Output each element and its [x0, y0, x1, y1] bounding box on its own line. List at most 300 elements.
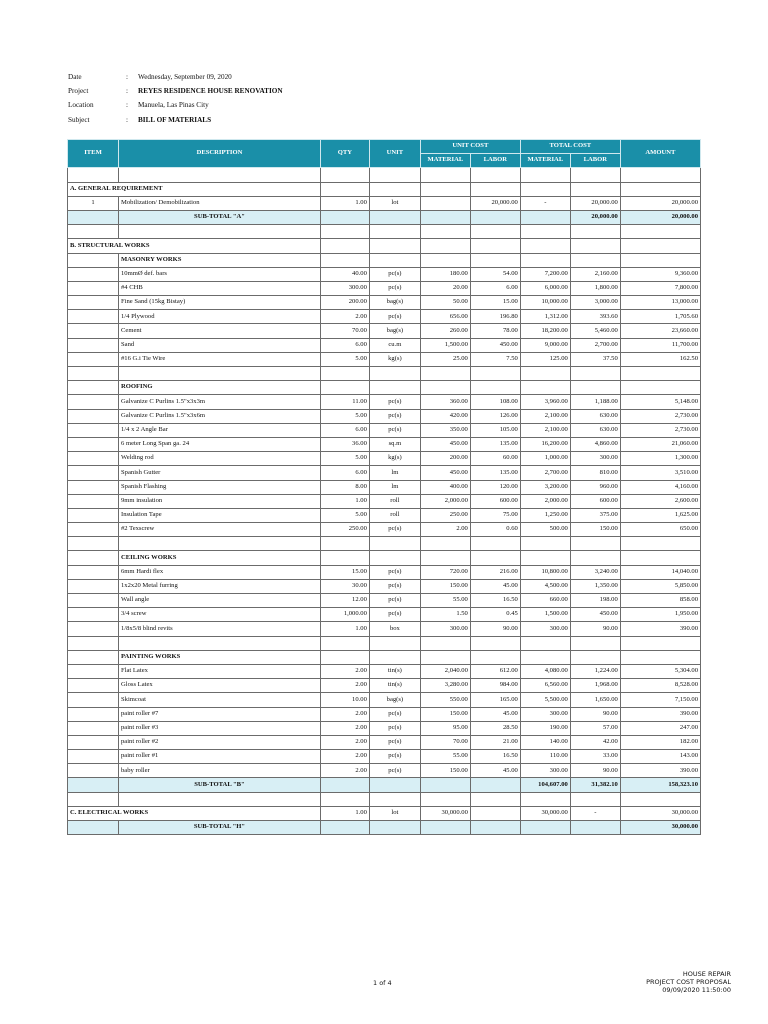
description-cell: Sand	[119, 338, 321, 352]
unit-cell: pc(s)	[369, 707, 420, 721]
amount-cell: 30,000.00	[620, 806, 700, 820]
total-material-cell: 125.00	[520, 352, 570, 366]
total-labor-cell: 960.00	[570, 480, 620, 494]
empty-cell	[620, 537, 700, 551]
empty-cell	[620, 239, 700, 253]
unit-cell: pc(s)	[369, 721, 420, 735]
amount-cell: 390.00	[620, 707, 700, 721]
empty-cell	[570, 792, 620, 806]
empty-cell	[369, 821, 420, 835]
empty-cell	[68, 778, 119, 792]
unit-cell: pc(s)	[369, 267, 420, 281]
unit-labor-cell: 7.50	[470, 352, 520, 366]
total-labor-cell: 42.00	[570, 735, 620, 749]
group-heading-row	[68, 551, 701, 565]
qty-cell: 1.00	[320, 196, 369, 210]
qty-cell: 2.00	[320, 764, 369, 778]
empty-cell	[68, 168, 119, 182]
empty-cell	[520, 381, 570, 395]
description-cell: 3/4 screw	[119, 608, 321, 622]
subtotal-label: SUB-TOTAL "H"	[119, 821, 321, 835]
section-title: A. GENERAL REQUIREMENT	[68, 182, 321, 196]
unit-labor-cell: 75.00	[470, 508, 520, 522]
header-label: Location	[68, 101, 94, 110]
unit-material-cell: 150.00	[420, 707, 470, 721]
qty-cell: 2.00	[320, 679, 369, 693]
section-line-item-row	[68, 806, 701, 820]
bill-of-materials-table	[67, 139, 701, 835]
qty-cell: 1.00	[320, 806, 369, 820]
unit-material-cell: 420.00	[420, 409, 470, 423]
unit-labor-cell: 216.00	[470, 565, 520, 579]
blank-row	[68, 636, 701, 650]
item-number-cell	[68, 565, 119, 579]
amount-cell: 30,000.00	[620, 821, 700, 835]
header-colon: :	[126, 115, 128, 124]
total-material-cell: 4,080.00	[520, 664, 570, 678]
unit-material-cell: 400.00	[420, 480, 470, 494]
empty-cell	[470, 821, 520, 835]
unit-cell: tin(s)	[369, 664, 420, 678]
unit-cell: pc(s)	[369, 395, 420, 409]
unit-cell: pc(s)	[369, 608, 420, 622]
item-number-cell	[68, 281, 119, 295]
item-number-cell	[68, 395, 119, 409]
description-cell: Wall angle	[119, 594, 321, 608]
unit-labor-cell: 135.00	[470, 466, 520, 480]
empty-cell	[620, 182, 700, 196]
empty-cell	[68, 367, 119, 381]
header-row-location	[68, 98, 283, 112]
empty-cell	[570, 239, 620, 253]
total-material-cell: 110.00	[520, 750, 570, 764]
empty-cell	[320, 168, 369, 182]
item-number-cell	[68, 409, 119, 423]
total-labor-cell: 393.60	[570, 310, 620, 324]
total-material-cell: 6,560.00	[520, 679, 570, 693]
empty-cell	[420, 537, 470, 551]
total-labor-cell: 1,968.00	[570, 679, 620, 693]
unit-labor-cell: 165.00	[470, 693, 520, 707]
item-number-cell	[68, 338, 119, 352]
empty-cell	[420, 778, 470, 792]
item-number-cell	[68, 664, 119, 678]
unit-labor-cell: 450.00	[470, 338, 520, 352]
total-labor-cell: 198.00	[570, 594, 620, 608]
amount-cell: 5,304.00	[620, 664, 700, 678]
line-item-row	[68, 579, 701, 593]
item-number-cell	[68, 735, 119, 749]
description-cell: paint roller #1	[119, 750, 321, 764]
unit-cell: pc(s)	[369, 423, 420, 437]
unit-cell: tin(s)	[369, 679, 420, 693]
table-body	[68, 168, 701, 835]
total-material-cell: 300.00	[520, 764, 570, 778]
blank-row	[68, 168, 701, 182]
unit-cell: pc(s)	[369, 523, 420, 537]
empty-cell	[420, 821, 470, 835]
empty-cell	[119, 168, 321, 182]
header-description: DESCRIPTION	[119, 140, 321, 168]
empty-cell	[620, 168, 700, 182]
unit-material-cell: 550.00	[420, 693, 470, 707]
unit-material-cell: 2,000.00	[420, 494, 470, 508]
amount-cell: 390.00	[620, 622, 700, 636]
description-cell: baby roller	[119, 764, 321, 778]
unit-material-cell: 95.00	[420, 721, 470, 735]
qty-cell: 10.00	[320, 693, 369, 707]
total-material-cell: 1,312.00	[520, 310, 570, 324]
empty-cell	[570, 182, 620, 196]
empty-cell	[369, 778, 420, 792]
total-labor-cell: 810.00	[570, 466, 620, 480]
total-material-cell: 9,000.00	[520, 338, 570, 352]
empty-cell	[620, 225, 700, 239]
section-heading-row	[68, 239, 701, 253]
total-material-cell: 104,607.00	[520, 778, 570, 792]
empty-cell	[420, 551, 470, 565]
empty-cell	[320, 210, 369, 224]
qty-cell: 15.00	[320, 565, 369, 579]
total-labor-cell: 630.00	[570, 423, 620, 437]
line-item-row	[68, 608, 701, 622]
empty-cell	[470, 381, 520, 395]
unit-material-cell: 150.00	[420, 579, 470, 593]
empty-cell	[470, 650, 520, 664]
empty-cell	[320, 778, 369, 792]
empty-cell	[68, 253, 119, 267]
total-labor-cell: 31,382.10	[570, 778, 620, 792]
item-number-cell	[68, 594, 119, 608]
group-heading-row	[68, 650, 701, 664]
item-number-cell	[68, 494, 119, 508]
empty-cell	[68, 821, 119, 835]
total-labor-cell: 33.00	[570, 750, 620, 764]
total-material-cell: 5,500.00	[520, 693, 570, 707]
unit-cell: kg(s)	[369, 352, 420, 366]
empty-cell	[420, 239, 470, 253]
empty-cell	[520, 239, 570, 253]
unit-cell: cu.m	[369, 338, 420, 352]
description-cell: 6mm Hardi flex	[119, 565, 321, 579]
unit-material-cell: 260.00	[420, 324, 470, 338]
unit-labor-cell: 20,000.00	[470, 196, 520, 210]
group-title: ROOFING	[119, 381, 321, 395]
amount-cell: 9,360.00	[620, 267, 700, 281]
unit-cell: lot	[369, 806, 420, 820]
empty-cell	[470, 551, 520, 565]
empty-cell	[119, 367, 321, 381]
unit-material-cell: 720.00	[420, 565, 470, 579]
unit-labor-cell: 21.00	[470, 735, 520, 749]
unit-labor-cell: 90.00	[470, 622, 520, 636]
unit-labor-cell: 28.50	[470, 721, 520, 735]
unit-material-cell: 200.00	[420, 452, 470, 466]
unit-material-cell: 25.00	[420, 352, 470, 366]
amount-cell: 162.50	[620, 352, 700, 366]
total-material-cell: 10,800.00	[520, 565, 570, 579]
amount-cell: 247.00	[620, 721, 700, 735]
subtotal-label: SUB-TOTAL "A"	[119, 210, 321, 224]
unit-cell: pc(s)	[369, 764, 420, 778]
empty-cell	[520, 168, 570, 182]
unit-cell: pc(s)	[369, 579, 420, 593]
empty-cell	[369, 551, 420, 565]
description-cell: 1x2x20 Metal furring	[119, 579, 321, 593]
description-cell: Flat Latex	[119, 664, 321, 678]
unit-cell: bag(s)	[369, 693, 420, 707]
total-material-cell: 3,960.00	[520, 395, 570, 409]
header-amount: AMOUNT	[620, 140, 700, 168]
empty-cell	[470, 367, 520, 381]
line-item-row	[68, 750, 701, 764]
empty-cell	[369, 210, 420, 224]
header-label: Date	[68, 73, 82, 82]
line-item-row	[68, 523, 701, 537]
unit-cell: lm	[369, 466, 420, 480]
description-cell: Skimcoat	[119, 693, 321, 707]
total-material-cell: 300.00	[520, 622, 570, 636]
amount-cell: 7,150.00	[620, 693, 700, 707]
item-number-cell	[68, 679, 119, 693]
empty-cell	[369, 253, 420, 267]
total-material-cell: 6,000.00	[520, 281, 570, 295]
total-labor-cell: 90.00	[570, 707, 620, 721]
blank-row	[68, 225, 701, 239]
description-cell: 9mm insulation	[119, 494, 321, 508]
empty-cell	[420, 253, 470, 267]
qty-cell: 70.00	[320, 324, 369, 338]
total-material-cell: 500.00	[520, 523, 570, 537]
empty-cell	[369, 636, 420, 650]
empty-cell	[320, 551, 369, 565]
line-item-row	[68, 565, 701, 579]
description-cell: Welding rod	[119, 452, 321, 466]
unit-material-cell: 2.00	[420, 523, 470, 537]
empty-cell	[620, 650, 700, 664]
unit-material-cell: 360.00	[420, 395, 470, 409]
total-material-cell: 660.00	[520, 594, 570, 608]
empty-cell	[68, 792, 119, 806]
amount-cell: 11,700.00	[620, 338, 700, 352]
total-labor-cell: 1,650.00	[570, 693, 620, 707]
line-item-row	[68, 508, 701, 522]
header-total-material: MATERIAL	[520, 154, 570, 168]
line-item-row	[68, 664, 701, 678]
unit-labor-cell: 0.45	[470, 608, 520, 622]
description-cell: 1/4 Plywood	[119, 310, 321, 324]
amount-cell: 5,850.00	[620, 579, 700, 593]
empty-cell	[68, 636, 119, 650]
description-cell: Mobilization/ Demobilization	[119, 196, 321, 210]
amount-cell: 143.00	[620, 750, 700, 764]
qty-cell: 6.00	[320, 338, 369, 352]
description-cell: Galvanize C Purlins 1.5"x3x6m	[119, 409, 321, 423]
header-unit-material: MATERIAL	[420, 154, 470, 168]
line-item-row	[68, 409, 701, 423]
total-labor-cell: 3,000.00	[570, 296, 620, 310]
line-item-row	[68, 494, 701, 508]
unit-labor-cell: 16.50	[470, 750, 520, 764]
empty-cell	[119, 225, 321, 239]
unit-labor-cell: 135.00	[470, 437, 520, 451]
empty-cell	[620, 253, 700, 267]
unit-cell: pc(s)	[369, 565, 420, 579]
amount-cell: 1,950.00	[620, 608, 700, 622]
item-number-cell	[68, 437, 119, 451]
total-labor-cell: 630.00	[570, 409, 620, 423]
empty-cell	[320, 367, 369, 381]
item-number-cell	[68, 466, 119, 480]
amount-cell: 158,323.10	[620, 778, 700, 792]
empty-cell	[320, 225, 369, 239]
section-heading-row	[68, 182, 701, 196]
empty-cell	[420, 367, 470, 381]
amount-cell: 5,148.00	[620, 395, 700, 409]
line-item-row	[68, 466, 701, 480]
unit-labor-cell: 612.00	[470, 664, 520, 678]
header-unit-cost: UNIT COST	[420, 140, 520, 154]
empty-cell	[620, 551, 700, 565]
item-number-cell	[68, 579, 119, 593]
unit-cell: kg(s)	[369, 452, 420, 466]
empty-cell	[570, 537, 620, 551]
description-cell: Spanish Flashing	[119, 480, 321, 494]
total-material-cell: 3,200.00	[520, 480, 570, 494]
qty-cell: 2.00	[320, 707, 369, 721]
unit-labor-cell: 54.00	[470, 267, 520, 281]
unit-labor-cell: 0.60	[470, 523, 520, 537]
qty-cell: 11.00	[320, 395, 369, 409]
header-label: Subject	[68, 115, 90, 124]
empty-cell	[420, 792, 470, 806]
unit-labor-cell: 120.00	[470, 480, 520, 494]
empty-cell	[369, 225, 420, 239]
header-value: REYES RESIDENCE HOUSE RENOVATION	[138, 87, 283, 96]
qty-cell: 36.00	[320, 437, 369, 451]
total-material-cell: 1,000.00	[520, 452, 570, 466]
empty-cell	[470, 537, 520, 551]
empty-cell	[520, 551, 570, 565]
empty-cell	[520, 225, 570, 239]
qty-cell: 5.00	[320, 409, 369, 423]
qty-cell: 6.00	[320, 466, 369, 480]
amount-cell: 858.00	[620, 594, 700, 608]
description-cell: 1/8x5/8 blind revits	[119, 622, 321, 636]
description-cell: #16 G.i Tie Wire	[119, 352, 321, 366]
qty-cell: 5.00	[320, 352, 369, 366]
empty-cell	[470, 778, 520, 792]
qty-cell: 5.00	[320, 508, 369, 522]
unit-labor-cell: 105.00	[470, 423, 520, 437]
unit-cell: bag(s)	[369, 324, 420, 338]
total-labor-cell: 150.00	[570, 523, 620, 537]
unit-material-cell: 70.00	[420, 735, 470, 749]
empty-cell	[620, 367, 700, 381]
subtotal-label: SUB-TOTAL "B"	[119, 778, 321, 792]
empty-cell	[369, 182, 420, 196]
header-item: ITEM	[68, 140, 119, 168]
empty-cell	[68, 381, 119, 395]
description-cell: Fine Sand (15kg Bistay)	[119, 296, 321, 310]
qty-cell: 2.00	[320, 721, 369, 735]
total-material-cell: 18,200.00	[520, 324, 570, 338]
empty-cell	[119, 636, 321, 650]
empty-cell	[570, 636, 620, 650]
empty-cell	[369, 650, 420, 664]
amount-cell: 13,000.00	[620, 296, 700, 310]
header-total-labor: LABOR	[570, 154, 620, 168]
unit-labor-cell: 6.00	[470, 281, 520, 295]
total-labor-cell: 20,000.00	[570, 196, 620, 210]
total-labor-cell	[570, 821, 620, 835]
unit-labor-cell: 45.00	[470, 764, 520, 778]
empty-cell	[320, 821, 369, 835]
empty-cell	[320, 650, 369, 664]
amount-cell: 8,528.00	[620, 679, 700, 693]
amount-cell: 21,060.00	[620, 437, 700, 451]
subtotal-row	[68, 778, 701, 792]
total-labor-cell: 300.00	[570, 452, 620, 466]
qty-cell: 2.00	[320, 735, 369, 749]
description-cell: paint roller #3	[119, 721, 321, 735]
description-cell: Cement	[119, 324, 321, 338]
total-labor-cell: 375.00	[570, 508, 620, 522]
unit-labor-cell: 196.80	[470, 310, 520, 324]
empty-cell	[570, 253, 620, 267]
amount-cell: 1,625.00	[620, 508, 700, 522]
total-material-cell: 2,100.00	[520, 409, 570, 423]
line-item-row	[68, 310, 701, 324]
empty-cell	[620, 636, 700, 650]
unit-labor-cell	[470, 806, 520, 820]
section-title: B. STRUCTURAL WORKS	[68, 239, 321, 253]
line-item-row	[68, 622, 701, 636]
empty-cell	[119, 792, 321, 806]
description-cell: #2 Texscrew	[119, 523, 321, 537]
empty-cell	[520, 537, 570, 551]
empty-cell	[68, 537, 119, 551]
footer-line: PROJECT COST PROPOSAL	[646, 978, 731, 986]
unit-material-cell: 55.00	[420, 594, 470, 608]
unit-labor-cell: 984.00	[470, 679, 520, 693]
amount-cell: 1,705.60	[620, 310, 700, 324]
empty-cell	[320, 182, 369, 196]
section-title: C. ELECTRICAL WORKS	[68, 806, 321, 820]
qty-cell: 2.00	[320, 310, 369, 324]
empty-cell	[520, 182, 570, 196]
blank-row	[68, 792, 701, 806]
empty-cell	[68, 225, 119, 239]
empty-cell	[470, 239, 520, 253]
amount-cell: 20,000.00	[620, 196, 700, 210]
group-title: CEILING WORKS	[119, 551, 321, 565]
empty-cell	[68, 650, 119, 664]
qty-cell: 2.00	[320, 664, 369, 678]
item-number-cell	[68, 764, 119, 778]
unit-cell: pc(s)	[369, 409, 420, 423]
unit-material-cell: 450.00	[420, 437, 470, 451]
header-unit: UNIT	[369, 140, 420, 168]
empty-cell	[119, 537, 321, 551]
total-material-cell: 4,500.00	[520, 579, 570, 593]
total-labor-cell: 600.00	[570, 494, 620, 508]
empty-cell	[620, 381, 700, 395]
qty-cell: 5.00	[320, 452, 369, 466]
unit-cell: pc(s)	[369, 594, 420, 608]
unit-material-cell: 55.00	[420, 750, 470, 764]
empty-cell	[320, 239, 369, 253]
